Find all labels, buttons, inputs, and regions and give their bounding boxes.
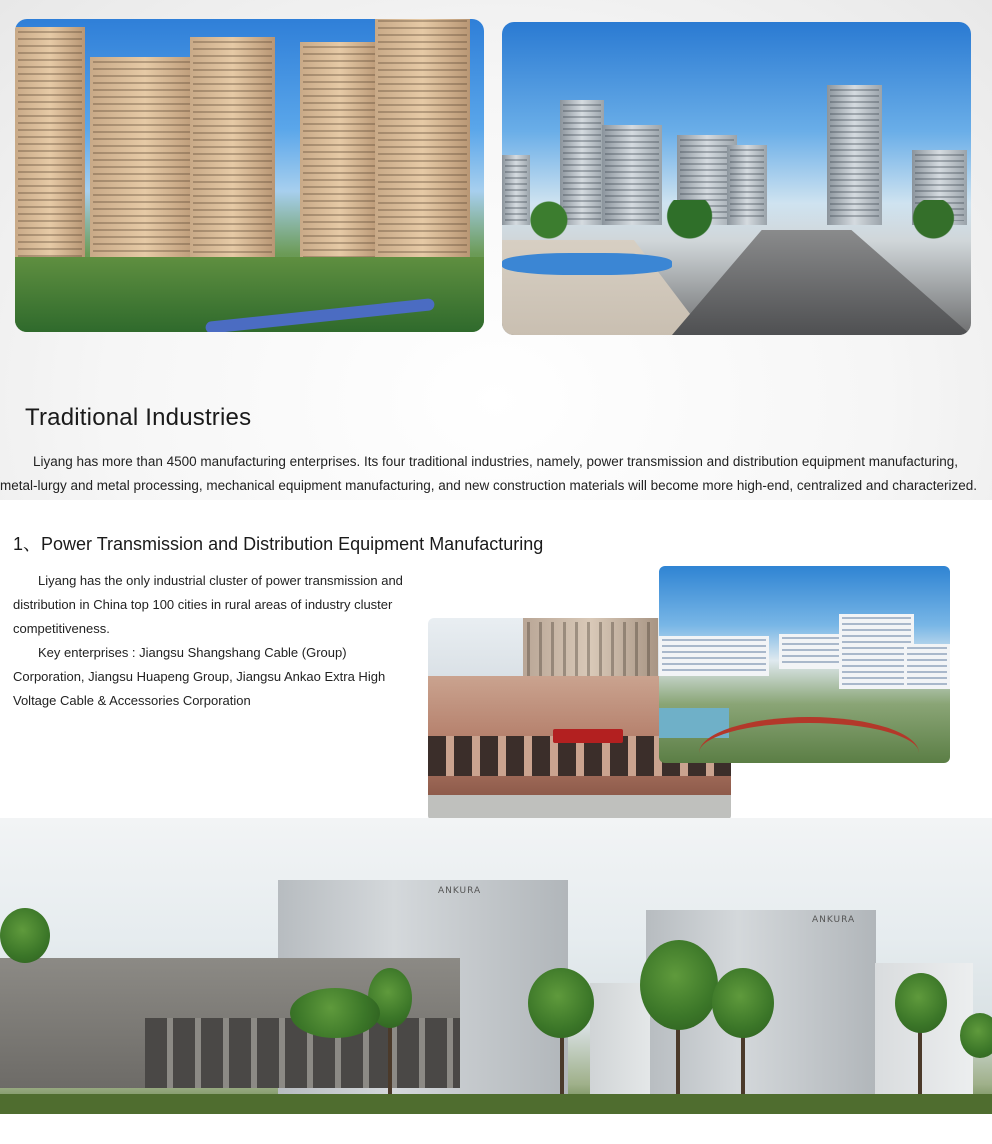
subsection-paragraph: Liyang has the only industrial cluster of power transmission and distribution in China top 100 cities in rural areas of industry cluster competitiveness. <box>13 573 403 636</box>
building <box>15 27 85 267</box>
building <box>839 614 914 689</box>
subsection-body <box>13 569 418 713</box>
residential-towers-photo <box>15 19 484 332</box>
section-title: Traditional Industries <box>25 404 252 431</box>
section-intro: Liyang has more than 4500 manufacturing enterprises. Its four traditional industries, namely, power transmission and distribution equipment manufacturing, metal-lurgy and metal processing, mechanical equipment manufacturing, and new construction materials will become more high-end, centralized and characterized. <box>0 454 977 493</box>
tree <box>290 988 380 1038</box>
building <box>659 636 769 676</box>
city-road-photo <box>502 22 971 335</box>
lawn <box>0 1094 992 1114</box>
subsection-title: 1、Power Transmission and Distribution Equipment Manufacturing <box>13 534 544 554</box>
tree <box>0 908 50 963</box>
building <box>300 42 380 267</box>
tree <box>712 968 774 1038</box>
tree <box>960 1013 992 1058</box>
building <box>90 57 200 267</box>
building <box>375 19 470 267</box>
key-enterprises-paragraph: Key enterprises : Jiangsu Shangshang Cable (Group) Corporation, Jiangsu Huapeng Group, Jiangsu Ankao Extra High Voltage Cable & Accessories Corporation <box>13 645 386 708</box>
office-building <box>590 983 650 1098</box>
street-trees <box>502 200 971 240</box>
water-channel <box>502 253 672 275</box>
entrance-gate <box>699 717 919 753</box>
tree <box>528 968 594 1038</box>
tree <box>895 973 947 1033</box>
company-logo: ANKURA <box>438 886 482 896</box>
shop-sign <box>553 729 623 743</box>
factory-buildings-photo <box>0 818 992 1114</box>
factory-campus-photo <box>659 566 950 763</box>
building <box>904 644 950 689</box>
building <box>190 37 275 267</box>
company-logo: ANKURA <box>812 915 856 925</box>
tree <box>640 940 718 1030</box>
road <box>672 230 971 335</box>
